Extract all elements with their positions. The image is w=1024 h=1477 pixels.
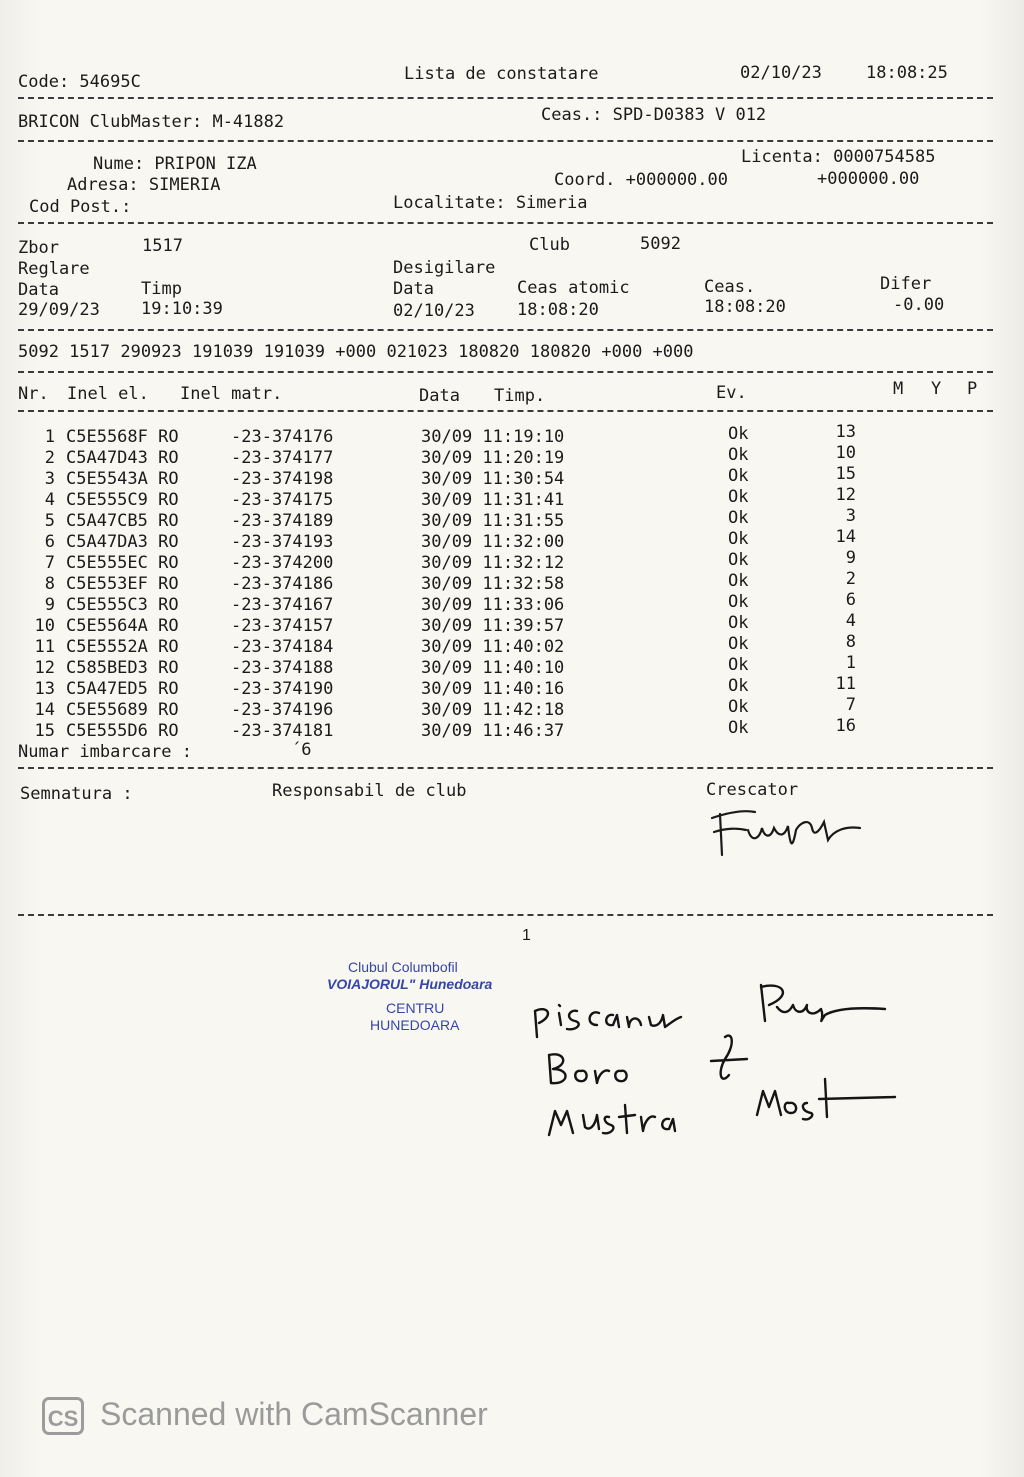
- camscanner-logo-icon: CS: [42, 1397, 84, 1435]
- row-inel-matr: -23-374176: [231, 427, 334, 447]
- divider: [18, 371, 993, 373]
- owner-coord: Coord. +000000.00: [554, 170, 728, 190]
- ceas-label-2: Ceas.: [704, 277, 756, 297]
- row-position: 1: [845, 653, 856, 673]
- row-position: 13: [835, 422, 856, 442]
- row-position: 6: [845, 590, 856, 610]
- row-date-time: 30/09 11:40:16: [421, 679, 565, 699]
- divider: [18, 329, 993, 331]
- desigilare-clock-time: 18:08:20: [704, 297, 786, 317]
- row-position: 10: [835, 443, 856, 463]
- row-nr: 4: [44, 490, 55, 510]
- reglare-label: Reglare: [18, 259, 90, 279]
- table-row: [0, 548, 1024, 574]
- stamp-line-3: CENTRU: [386, 1000, 445, 1016]
- owner-licence: Licenta: 0000754585: [741, 147, 936, 167]
- row-date-time: 30/09 11:39:57: [421, 616, 565, 636]
- row-nr: 6: [44, 532, 55, 552]
- col-inel-el: Inel el.: [67, 384, 149, 404]
- stamp-line-1: Clubul Columbofil: [348, 959, 458, 975]
- row-nr: 15: [34, 721, 55, 741]
- reglare-date: 29/09/23: [18, 300, 100, 320]
- row-position: 8: [845, 632, 856, 652]
- divider: [18, 97, 993, 99]
- device-label: BRICON ClubMaster: M-41882: [18, 112, 285, 132]
- row-date-time: 30/09 11:40:02: [421, 637, 565, 657]
- row-inel-el: C5A47CB5 RO: [66, 511, 179, 531]
- owner-name: Nume: PRIPON IZA: [93, 154, 257, 174]
- table-row: [0, 464, 1024, 490]
- table-row: [0, 506, 1024, 532]
- header-time: 18:08:25: [866, 63, 948, 83]
- row-inel-matr: -23-374181: [231, 721, 334, 741]
- desigilare-atomic-time: 18:08:20: [517, 300, 599, 320]
- crescator-signature: [700, 800, 870, 865]
- row-position: 15: [835, 464, 856, 484]
- row-position: 3: [845, 506, 856, 526]
- desigilare-date: 02/10/23: [393, 301, 475, 321]
- row-date-time: 30/09 11:19:10: [421, 427, 565, 447]
- table-row: [0, 653, 1024, 679]
- row-nr: 8: [44, 574, 55, 594]
- owner-postcode: Cod Post.:: [29, 197, 132, 217]
- row-ev: Ok: [728, 697, 749, 717]
- row-inel-el: C5E55689 RO: [66, 700, 179, 720]
- row-inel-matr: -23-374177: [231, 448, 334, 468]
- row-nr: 7: [44, 553, 55, 573]
- row-ev: Ok: [728, 613, 749, 633]
- row-inel-el: C5E555C3 RO: [66, 595, 179, 615]
- desigilare-data-label: Data: [393, 279, 434, 299]
- row-inel-el: C5E555C9 RO: [66, 490, 179, 510]
- stamp-line-4: HUNEDOARA: [370, 1017, 460, 1033]
- row-date-time: 30/09 11:32:58: [421, 574, 565, 594]
- crescator-label: Crescator: [706, 780, 799, 800]
- row-inel-matr: -23-374193: [231, 532, 334, 552]
- numar-imbarcare-value: ´6: [291, 740, 312, 760]
- header-date: 02/10/23: [740, 63, 822, 83]
- table-row: [0, 695, 1024, 721]
- col-y: Y: [931, 379, 942, 399]
- row-nr: 14: [34, 700, 55, 720]
- row-date-time: 30/09 11:31:41: [421, 490, 565, 510]
- ceas-atomic-label: Ceas atomic: [517, 278, 630, 298]
- reglare-timp-label: Timp: [141, 279, 182, 299]
- divider: [18, 914, 993, 916]
- row-position: 14: [835, 527, 856, 547]
- table-row: [0, 443, 1024, 469]
- row-date-time: 30/09 11:30:54: [421, 469, 565, 489]
- zbor-label: Zbor: [18, 238, 59, 258]
- row-inel-el: C5A47ED5 RO: [66, 679, 179, 699]
- row-position: 4: [845, 611, 856, 631]
- col-nr: Nr.: [18, 384, 49, 404]
- owner-coord-2: +000000.00: [817, 169, 920, 189]
- col-m: M: [893, 379, 904, 399]
- ceas-label: Ceas.: SPD-D0383 V 012: [541, 105, 767, 125]
- row-inel-el: C5E5564A RO: [66, 616, 179, 636]
- row-position: 2: [845, 569, 856, 589]
- row-date-time: 30/09 11:20:19: [421, 448, 565, 468]
- row-position: 9: [845, 548, 856, 568]
- row-inel-el: C5E555D6 RO: [66, 721, 179, 741]
- row-inel-matr: -23-374186: [231, 574, 334, 594]
- reglare-data-label: Data: [18, 280, 59, 300]
- document-title: Lista de constatare: [404, 64, 599, 84]
- table-row: [0, 674, 1024, 700]
- row-nr: 2: [44, 448, 55, 468]
- row-nr: 11: [34, 637, 55, 657]
- row-ev: Ok: [728, 466, 749, 486]
- row-nr: 3: [44, 469, 55, 489]
- row-date-time: 30/09 11:33:06: [421, 595, 565, 615]
- row-inel-matr: -23-374184: [231, 637, 334, 657]
- row-inel-matr: -23-374189: [231, 511, 334, 531]
- row-inel-el: C5E553EF RO: [66, 574, 179, 594]
- table-row: [0, 569, 1024, 595]
- row-date-time: 30/09 11:46:37: [421, 721, 565, 741]
- row-date-time: 30/09 11:32:00: [421, 532, 565, 552]
- row-position: 12: [835, 485, 856, 505]
- row-ev: Ok: [728, 655, 749, 675]
- row-inel-matr: -23-374167: [231, 595, 334, 615]
- table-row: [0, 632, 1024, 658]
- col-data: Data: [419, 386, 460, 406]
- divider: [18, 410, 993, 412]
- row-date-time: 30/09 11:32:12: [421, 553, 565, 573]
- table-row: [0, 716, 1024, 742]
- row-inel-matr: -23-374190: [231, 679, 334, 699]
- row-date-time: 30/09 11:31:55: [421, 511, 565, 531]
- handwritten-committee-signatures: [525, 975, 925, 1150]
- table-row: [0, 611, 1024, 637]
- table-row: [0, 590, 1024, 616]
- responsabil-label: Responsabil de club: [272, 781, 467, 801]
- page-number: 1: [522, 927, 531, 944]
- row-ev: Ok: [728, 550, 749, 570]
- row-inel-matr: -23-374196: [231, 700, 334, 720]
- table-row: [0, 485, 1024, 511]
- owner-locality: Localitate: Simeria: [393, 193, 588, 213]
- row-nr: 5: [44, 511, 55, 531]
- divider: [18, 767, 993, 769]
- row-date-time: 30/09 11:42:18: [421, 700, 565, 720]
- row-position: 11: [835, 674, 856, 694]
- camscanner-watermark: Scanned with CamScanner: [100, 1396, 488, 1432]
- row-nr: 10: [34, 616, 55, 636]
- row-inel-el: C5A47D43 RO: [66, 448, 179, 468]
- zbor-value: 1517: [142, 236, 183, 256]
- row-inel-el: C5E5543A RO: [66, 469, 179, 489]
- row-inel-el: C5E555EC RO: [66, 553, 179, 573]
- row-ev: Ok: [728, 487, 749, 507]
- clock-code-line: 5092 1517 290923 191039 191039 +000 021023 180820 180820 +000 +000: [18, 342, 694, 362]
- col-ev: Ev.: [716, 383, 747, 403]
- difer-label: Difer: [880, 274, 932, 294]
- row-inel-matr: -23-374188: [231, 658, 334, 678]
- code-label: Code: 54695C: [18, 72, 141, 92]
- col-inel-matr: Inel matr.: [180, 384, 283, 404]
- row-ev: Ok: [728, 571, 749, 591]
- reglare-time: 19:10:39: [141, 299, 223, 319]
- row-inel-el: C5E5552A RO: [66, 637, 179, 657]
- row-ev: Ok: [728, 592, 749, 612]
- desigilare-label: Desigilare: [393, 258, 496, 278]
- row-nr: 1: [44, 427, 55, 447]
- row-position: 16: [835, 716, 856, 736]
- col-p: P: [967, 379, 978, 399]
- table-row: [0, 422, 1024, 448]
- col-timp: Timp.: [494, 386, 546, 406]
- club-value: 5092: [640, 234, 681, 254]
- row-nr: 12: [34, 658, 55, 678]
- divider: [18, 140, 993, 142]
- stamp-line-2: VOIAJORUL" Hunedoara: [327, 976, 493, 992]
- row-ev: Ok: [728, 676, 749, 696]
- row-date-time: 30/09 11:40:10: [421, 658, 565, 678]
- row-inel-matr: -23-374175: [231, 490, 334, 510]
- row-ev: Ok: [728, 424, 749, 444]
- row-nr: 13: [34, 679, 55, 699]
- row-ev: Ok: [728, 508, 749, 528]
- row-inel-matr: -23-374157: [231, 616, 334, 636]
- row-position: 7: [845, 695, 856, 715]
- difer-value: -0.00: [893, 295, 945, 315]
- row-inel-el: C5E5568F RO: [66, 427, 179, 447]
- row-inel-matr: -23-374198: [231, 469, 334, 489]
- row-nr: 9: [44, 595, 55, 615]
- divider: [18, 222, 993, 224]
- row-ev: Ok: [728, 529, 749, 549]
- table-row: [0, 527, 1024, 553]
- row-ev: Ok: [728, 718, 749, 738]
- club-label: Club: [529, 235, 570, 255]
- numar-imbarcare-label: Numar imbarcare :: [18, 742, 192, 762]
- row-ev: Ok: [728, 445, 749, 465]
- row-inel-el: C5A47DA3 RO: [66, 532, 179, 552]
- row-inel-el: C585BED3 RO: [66, 658, 179, 678]
- semnatura-label: Semnatura :: [20, 784, 133, 804]
- row-ev: Ok: [728, 634, 749, 654]
- owner-address: Adresa: SIMERIA: [67, 175, 221, 195]
- row-inel-matr: -23-374200: [231, 553, 334, 573]
